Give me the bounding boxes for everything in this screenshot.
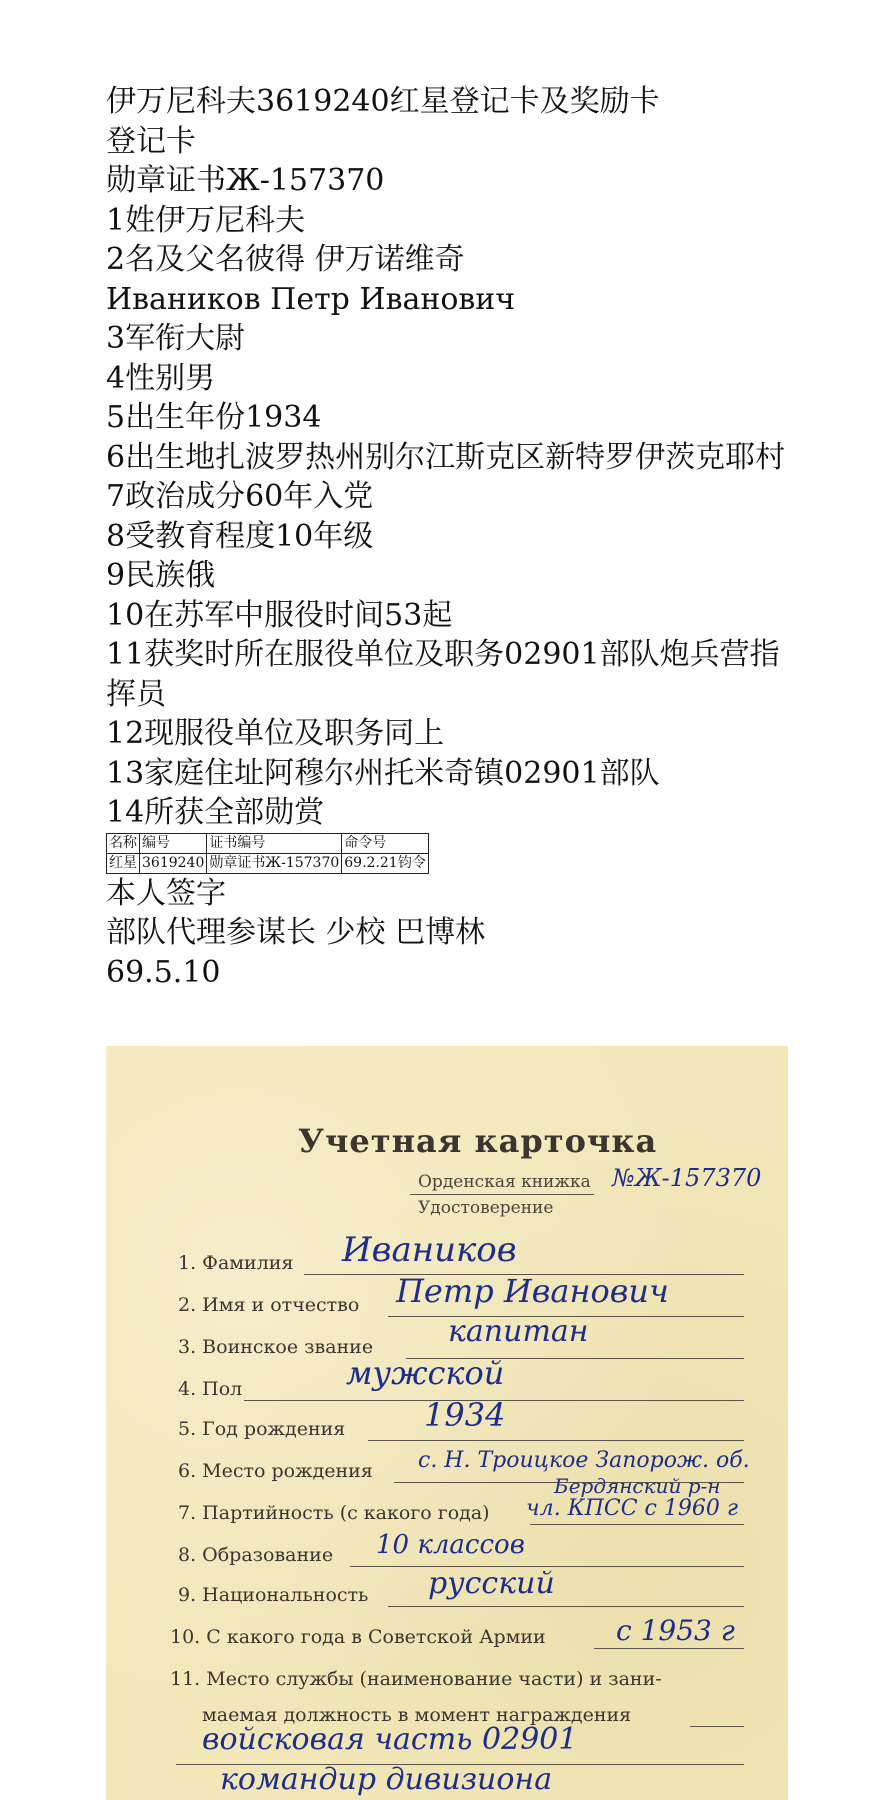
- scanned-record-card: [106, 1046, 788, 1800]
- card-row-party-label: 7. Партийность (с какого года): [178, 1502, 490, 1524]
- field-birth-year: 5出生年份1934: [106, 400, 322, 435]
- date-line: 69.5.10: [106, 954, 221, 990]
- field-birthplace: 6出生地扎波罗热州别尔江斯克区新特罗伊茨克耶村: [106, 439, 786, 475]
- transcription-block: [106, 82, 806, 992]
- awards-table-header-row: [107, 833, 429, 853]
- awards-table: [106, 833, 429, 874]
- field-party: 7政治成分60年入党: [106, 479, 374, 514]
- card-row-nationality-value: русский: [428, 1566, 555, 1601]
- field-nationality: 9民族俄: [106, 558, 216, 593]
- card-row-army-since-value: с 1953 г: [616, 1614, 735, 1647]
- card-row-name-value: Петр Иванович: [396, 1272, 669, 1310]
- awards-cell-certificate: 勋章证书Ж-157370: [207, 853, 342, 873]
- card-row-army-since-label: 10. С какого года в Советской Армии: [170, 1626, 546, 1648]
- card-row-party-value: чл. КПСС с 1960 г: [526, 1496, 738, 1521]
- field-education: 8受教育程度10年级: [106, 518, 374, 554]
- card-row-unit-value-b: командир дивизиона: [220, 1762, 553, 1797]
- card-row-birthyear-line: [368, 1440, 744, 1441]
- card-row-name-label: 2. Имя и отчество: [178, 1294, 360, 1316]
- card-row-party-line: [530, 1524, 744, 1525]
- awards-cell-name: 红星: [107, 853, 140, 873]
- card-order-book-line: [410, 1194, 594, 1195]
- awards-header-order: 命令号: [342, 833, 428, 853]
- document-title: 伊万尼科夫3619240红星登记卡及奖励卡: [106, 84, 660, 119]
- card-title: Учетная карточка: [298, 1122, 658, 1160]
- signature-line: 本人签字: [106, 875, 226, 911]
- card-row-army-since-line: [594, 1648, 744, 1649]
- field-sex: 4性别男: [106, 360, 216, 396]
- field-unit-at-award: 11获奖时所在服役单位及职务02901部队炮兵营指挥员: [106, 637, 780, 712]
- awards-cell-number: 3619240: [140, 853, 207, 873]
- card-row-birthplace-label: 6. Место рождения: [178, 1460, 373, 1482]
- field-name-russian: Иваников Петр Иванович: [106, 281, 516, 317]
- card-row-birthyear-label: 5. Год рождения: [178, 1418, 346, 1440]
- card-row-unit-value-a: войсковая часть 02901: [202, 1722, 578, 1757]
- awards-header-name: 名称: [107, 833, 140, 853]
- card-row-nationality-line: [388, 1606, 744, 1607]
- card-row-birthyear-value: 1934: [424, 1396, 506, 1434]
- signer-line: 部队代理参谋长 少校 巴博林: [106, 915, 486, 950]
- field-service-since: 10在苏军中服役时间53起: [106, 597, 453, 633]
- card-row-nationality-label: 9. Национальность: [178, 1584, 369, 1606]
- certificate-line: 勋章证书Ж-157370: [106, 163, 385, 198]
- awards-table-row: [107, 853, 429, 873]
- card-row-unit-line-a: [690, 1726, 744, 1727]
- field-surname: 1姓伊万尼科夫: [106, 202, 306, 238]
- card-row-sex-value: мужской: [346, 1354, 505, 1392]
- card-row-unit-label-b: маемая должность в момент награждения: [202, 1704, 632, 1726]
- card-order-book-label: Орденская книжка: [418, 1172, 591, 1192]
- card-row-rank-value: капитан: [448, 1314, 589, 1349]
- awards-cell-order: 69.2.21钧令: [342, 853, 428, 873]
- card-row-surname-value: Иваников: [342, 1230, 517, 1270]
- card-row-education-label: 8. Образование: [178, 1544, 334, 1566]
- document-subtitle: 登记卡: [106, 123, 196, 159]
- card-row-birthplace-value-2: Бердянский р-н: [554, 1474, 721, 1498]
- card-row-surname-label: 1. Фамилия: [178, 1252, 294, 1274]
- field-name: 2名及父名彼得 伊万诺维奇: [106, 242, 465, 277]
- card-row-sex-label: 4. Пол: [178, 1378, 243, 1400]
- card-certificate-number: №Ж-157370: [612, 1164, 762, 1192]
- field-awards-heading: 14所获全部勋赏: [106, 795, 325, 830]
- card-row-education-value: 10 классов: [376, 1530, 525, 1560]
- card-certificate-label: Удостоверение: [418, 1198, 554, 1218]
- awards-header-certificate: 证书编号: [207, 833, 342, 853]
- card-row-rank-label: 3. Воинское звание: [178, 1336, 374, 1358]
- awards-header-number: 编号: [140, 833, 207, 853]
- field-home-address: 13家庭住址阿穆尔州托米奇镇02901部队: [106, 755, 660, 791]
- field-rank: 3军衔大尉: [106, 321, 246, 356]
- field-current-unit: 12现服役单位及职务同上: [106, 716, 445, 751]
- card-row-birthplace-value: с. Н. Троицкое Запорож. об.: [418, 1448, 750, 1473]
- card-row-unit-label-a: 11. Место службы (наименование части) и зани-: [170, 1668, 662, 1690]
